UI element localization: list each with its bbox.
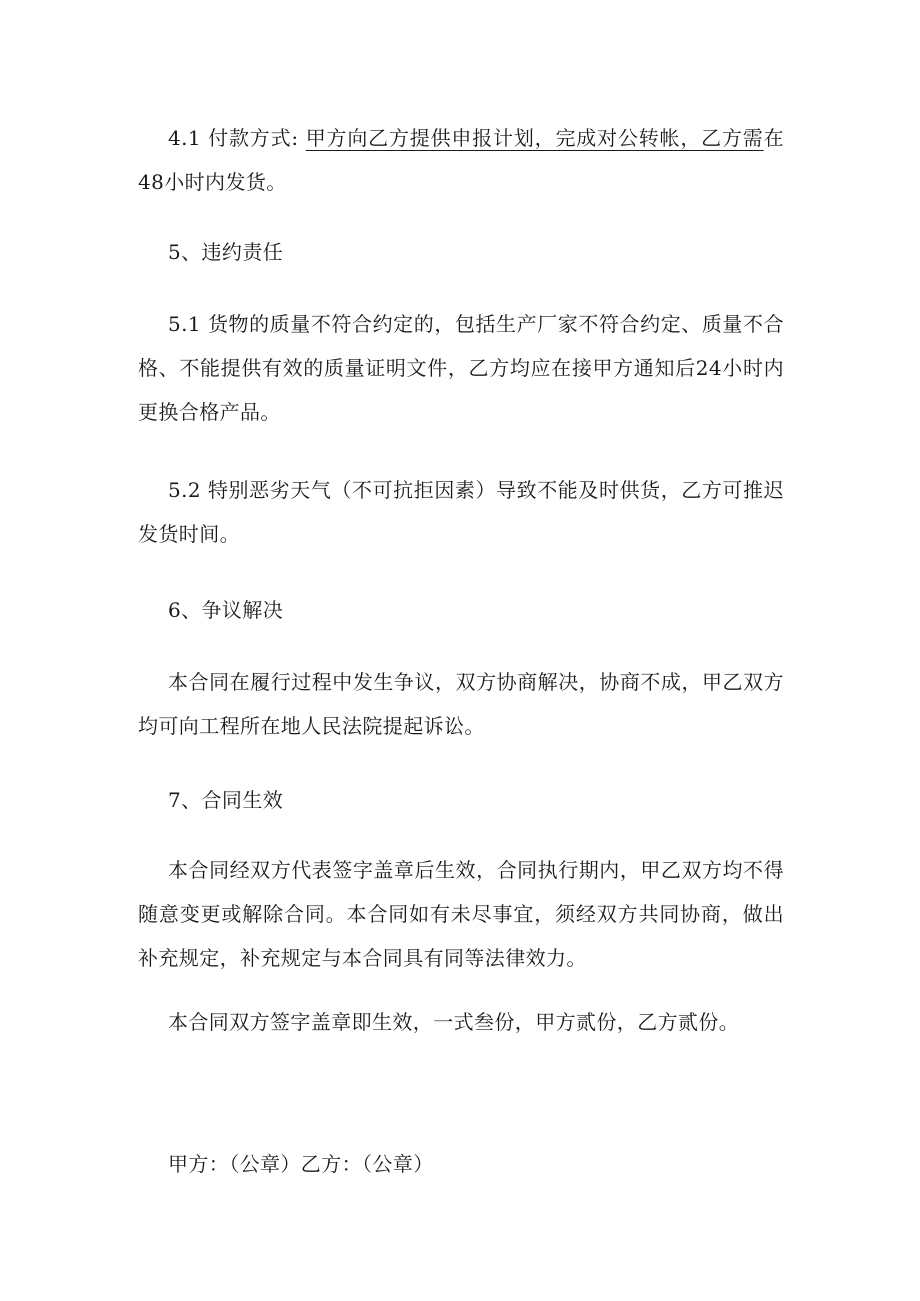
copies-clause: 本合同双方签字盖章即生效，一式叁份，甲方贰份，乙方贰份。 (168, 1010, 740, 1034)
clause-4-1-prefix: 4.1 付款方式: (168, 126, 306, 150)
clause-4-1 (138, 116, 784, 204)
clause-5-2: 5.2 特别恶劣天气（不可抗拒因素）导致不能及时供货，乙方可推迟发货时间。 (138, 478, 784, 546)
section-5-heading: 5、违约责任 (168, 240, 284, 264)
section-6-body: 本合同在履行过程中发生争议，双方协商解决，协商不成，甲乙双方均可向工程所在地人民法院提起诉讼。 (138, 670, 784, 738)
clause-4-1-suffix: 在48小时内发货。 (138, 126, 784, 194)
clause-4-1-underlined-text: 甲方向乙方提供申报计划，完成对公转帐，乙方需 (305, 126, 764, 150)
signature-line: 甲方：（公章）乙方：（公章） (168, 1152, 434, 1176)
section-7-body: 本合同经双方代表签字盖章后生效，合同执行期内，甲乙双方均不得随意变更或解除合同。本合同如有未尽事宜，须经双方共同协商，做出补充规定，补充规定与本合同具有同等法律效力。 (138, 858, 784, 970)
section-6-heading: 6、争议解决 (168, 598, 284, 622)
section-7-heading: 7、合同生效 (168, 788, 284, 812)
clause-5-1: 5.1 货物的质量不符合约定的，包括生产厂家不符合约定、质量不合格、不能提供有效的质量证明文件，乙方均应在接甲方通知后24小时内更换合格产品。 (138, 312, 784, 424)
